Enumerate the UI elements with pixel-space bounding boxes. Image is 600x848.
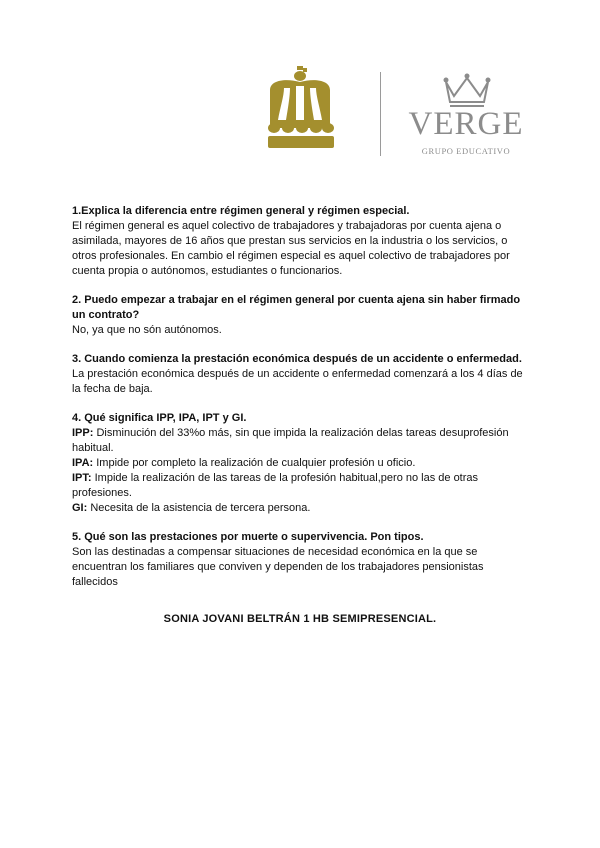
question-1: 1.Explica la diferencia entre régimen general y régimen especial. [72, 205, 410, 217]
question-5: 5. Qué son las prestaciones por muerte o supervivencia. Pon tipos. [72, 531, 424, 543]
question-block-3 [72, 352, 532, 397]
answer-5: Son las destinadas a compensar situaciones de necesidad económica en la que se encuentran los familiares que conviven y dependen de los trabajadores pensionistas fallecidos [72, 546, 484, 588]
question-3: 3. Cuando comienza la prestación económica después de un accidente o enfermedad. [72, 353, 522, 365]
definition-ipt [72, 471, 532, 501]
answer-1: El régimen general es aquel colectivo de trabajadores y trabajadoras por cuenta ajena o asimilada, mayores de 16 años que prestan sus servicios en la industria o los servicios, o otros profesionales. En cambio el régimen especial es aquel colectivo de trabajadores por cuenta propia o autónomos, estudiantes o funcionarios. [72, 220, 510, 277]
crown-outline-icon [442, 72, 492, 108]
question-4: 4. Qué significa IPP, IPA, IPT y GI. [72, 412, 247, 424]
term-label: IPT: [72, 472, 92, 484]
document-body [72, 204, 532, 604]
definition-ipp [72, 426, 532, 456]
definition-text: Impide la realización de las tareas de la profesión habitual,pero no las de otras profesiones. [72, 472, 479, 499]
definition-ipa [72, 456, 532, 471]
answer-2: No, ya que no són autónomos. [72, 324, 222, 336]
brand-name: VERGE [408, 106, 524, 142]
logo-divider [380, 72, 381, 156]
question-block-2 [72, 293, 532, 338]
question-2: 2. Puedo empezar a trabajar en el régimen general por cuenta ajena sin haber firmado un contrato? [72, 294, 521, 321]
crown-logo-icon [266, 66, 350, 156]
definition-gi [72, 501, 532, 516]
question-block-4 [72, 411, 532, 516]
author-signature: SONIA JOVANI BELTRÁN 1 HB SEMIPRESENCIAL. [163, 613, 437, 625]
question-block-5 [72, 530, 532, 590]
answer-3: La prestación económica después de un accidente o enfermedad comenzará a los 4 días de la fecha de baja. [72, 368, 523, 395]
definition-text: Impide por completo la realización de cualquier profesión u oficio. [93, 457, 416, 469]
definition-text: Disminución del 33%o más, sin que impida la realización delas tareas desuprofesión habitual. [72, 427, 509, 454]
term-label: GI: [72, 502, 88, 514]
brand-subtitle: GRUPO EDUCATIVO [421, 146, 511, 156]
definition-text: Necesita de la asistencia de tercera persona. [87, 502, 311, 514]
term-label: IPP: [72, 427, 94, 439]
term-label: IPA: [72, 457, 94, 469]
question-block-1 [72, 204, 532, 279]
header-logo [0, 0, 600, 170]
